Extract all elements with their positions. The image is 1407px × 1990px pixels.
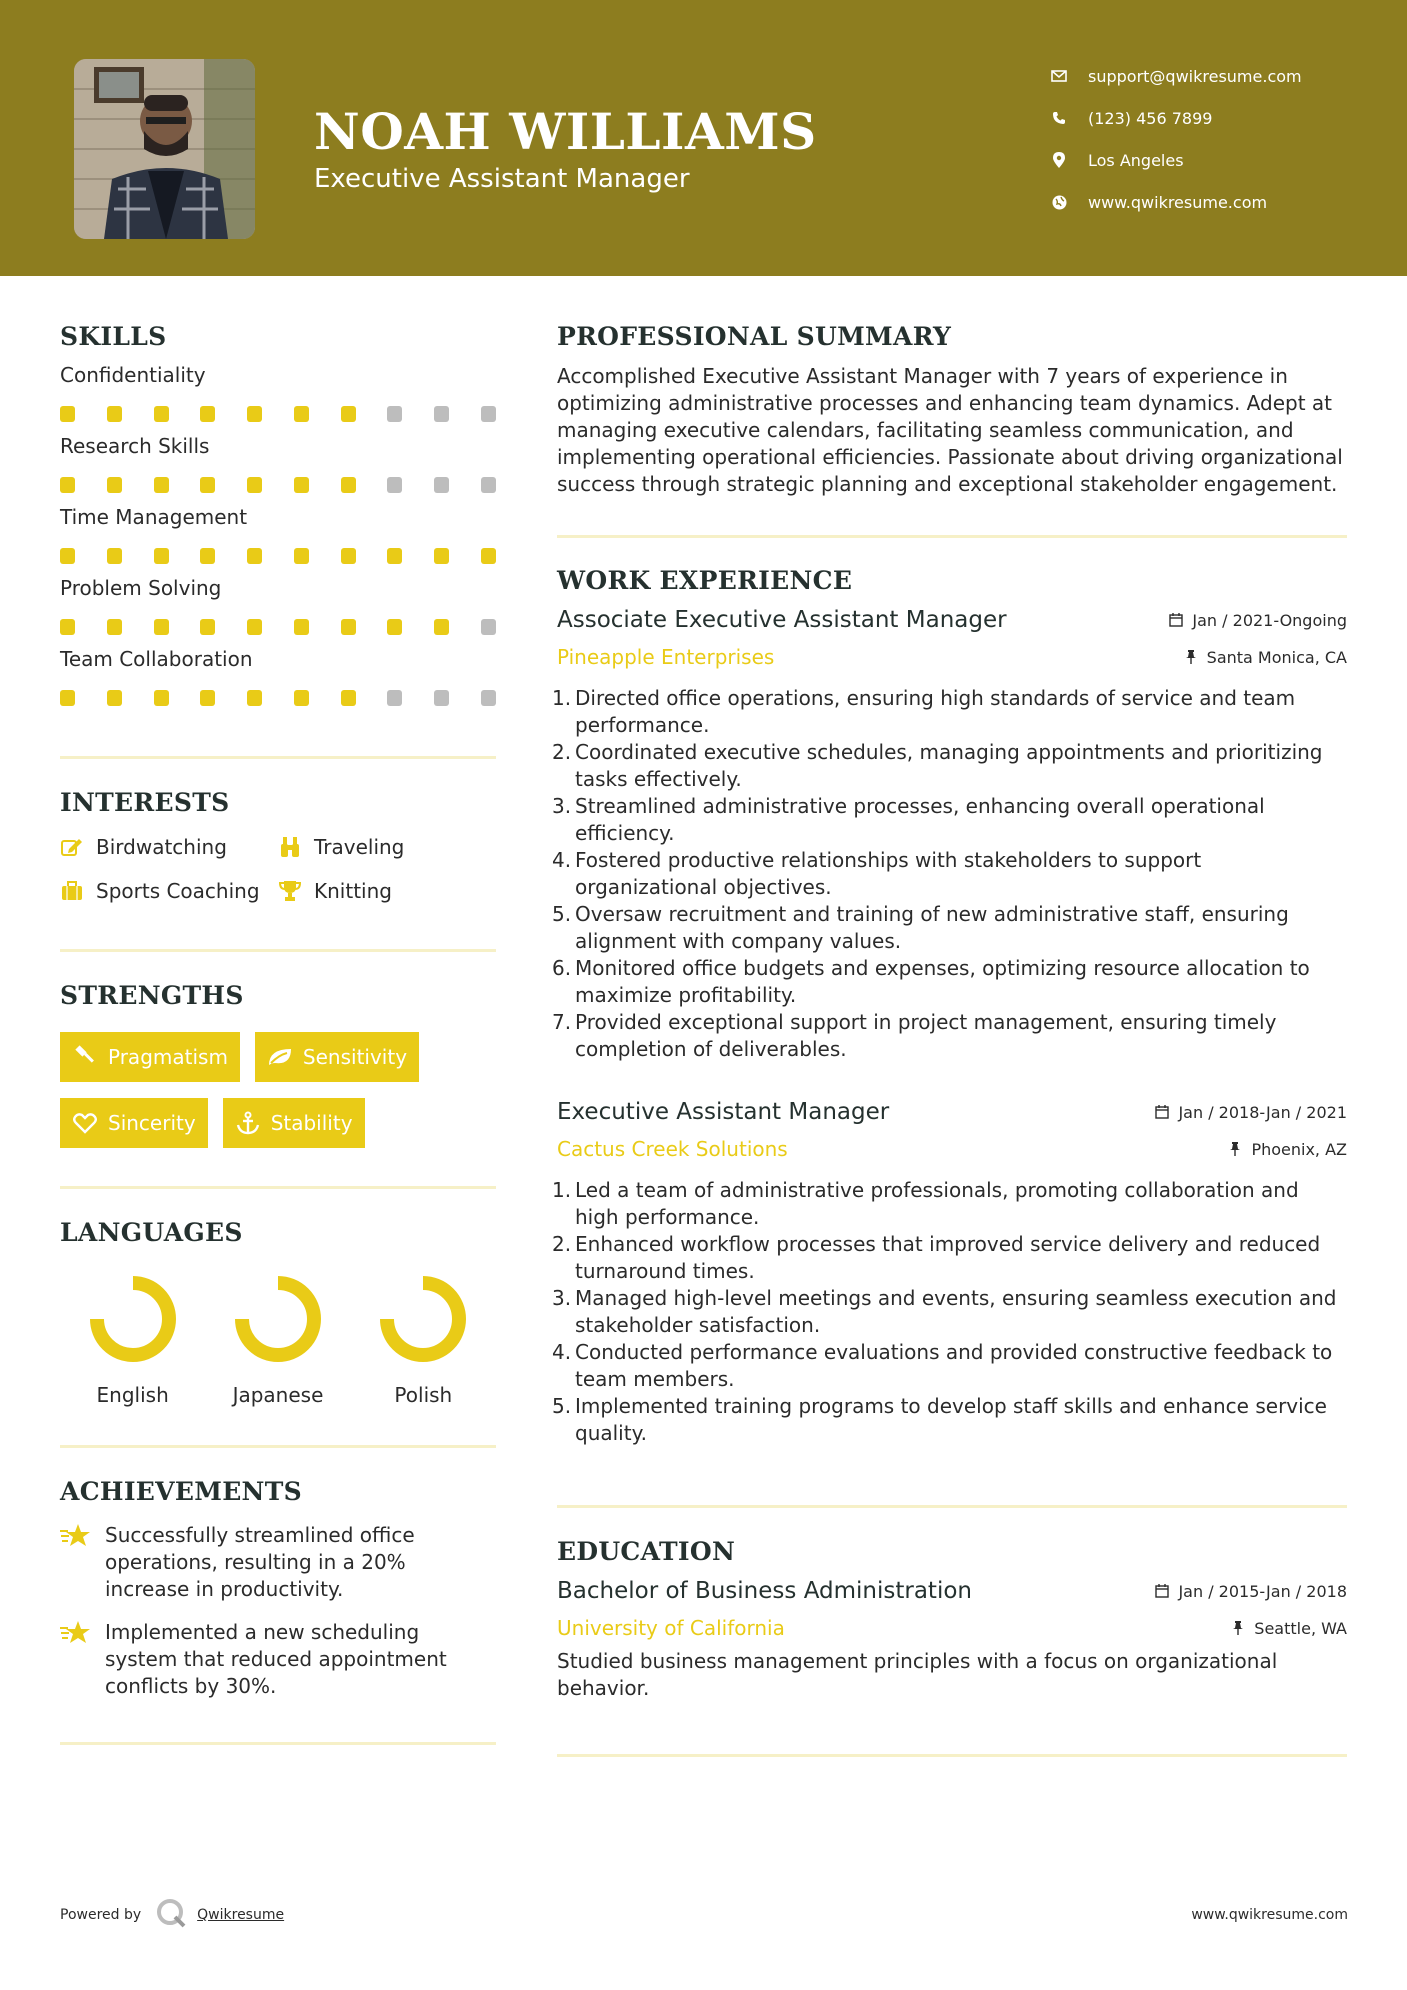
calendar-icon [1168, 612, 1184, 628]
heart-icon [72, 1110, 98, 1136]
job-date-text: Jan / 2021-Ongoing [1192, 610, 1347, 630]
skill-name: Confidentiality [60, 363, 206, 387]
job-date [1168, 611, 1347, 630]
education-description: Studied business management principles with a focus on organizational behavior. [557, 1649, 1278, 1700]
skill-name: Team Collaboration [60, 647, 253, 671]
footer-website-link[interactable]: www.qwikresume.com [1191, 1907, 1348, 1923]
job-date-text: Jan / 2018-Jan / 2021 [1178, 1102, 1347, 1122]
job-entry [552, 607, 1347, 1063]
rating-dot [247, 690, 262, 706]
rating-dot [294, 690, 309, 706]
education-location-text: Seattle, WA [1254, 1618, 1347, 1638]
interest-label: Birdwatching [96, 835, 227, 859]
job-bullet: 7. Provided exceptional support in project management, ensuring timely completion of deliverables. [552, 1010, 1277, 1061]
contact-email-text: support@qwikresume.com [1088, 66, 1302, 86]
rating-dot [247, 619, 262, 635]
interests-title: INTERESTS [60, 788, 230, 817]
job-bullet: 6. Monitored office budgets and expenses, optimizing resource allocation to maximize profitability. [552, 956, 1310, 1007]
rating-dot [434, 619, 449, 635]
contact-email[interactable] [1050, 55, 1302, 97]
rating-dot [294, 619, 309, 635]
rating-dot [60, 477, 75, 493]
skill-rating [60, 619, 496, 635]
skill-rating [60, 548, 496, 564]
interest-item [60, 877, 278, 905]
education-entry [557, 1578, 1347, 1702]
contact-location [1050, 139, 1302, 181]
skills-list [60, 362, 496, 706]
rating-dot [387, 548, 402, 564]
section-divider [60, 1742, 496, 1745]
rating-dot [387, 619, 402, 635]
job-bullet: 3. Streamlined administrative processes, enhancing overall operational efficiency. [552, 794, 1265, 845]
languages-title: LANGUAGES [60, 1218, 243, 1247]
rating-dot [154, 548, 169, 564]
job-bullet: 4. Conducted performance evaluations and provided constructive feedback to team members. [552, 1340, 1333, 1391]
interest-label: Traveling [314, 835, 405, 859]
job-bullet: 2. Coordinated executive schedules, managing appointments and prioritizing tasks effectively. [552, 740, 1323, 791]
language-item [205, 1269, 350, 1407]
strength-label: Pragmatism [108, 1045, 228, 1069]
language-name: Japanese [232, 1383, 324, 1407]
leaf-icon [267, 1044, 293, 1070]
strength-chip [223, 1098, 365, 1148]
language-level-ring [83, 1269, 183, 1369]
language-item [60, 1269, 205, 1407]
interests-list [60, 833, 496, 905]
skill-rating [60, 406, 496, 422]
rating-dot [154, 477, 169, 493]
company-name: Pineapple Enterprises [557, 645, 775, 669]
rating-dot [341, 619, 356, 635]
section-divider [557, 535, 1347, 538]
pencil-square-icon [60, 835, 84, 859]
qwikresume-link[interactable]: Qwikresume [197, 1907, 285, 1923]
job-bullet: 5. Oversaw recruitment and training of new administrative staff, ensuring alignment with company values. [552, 902, 1289, 953]
job-location [1227, 1140, 1347, 1159]
rating-dot [60, 406, 75, 422]
rating-dot [294, 477, 309, 493]
rating-dot [434, 548, 449, 564]
contact-location-text: Los Angeles [1088, 150, 1184, 170]
envelope-icon [1050, 67, 1068, 85]
rating-dot [247, 548, 262, 564]
degree-title: Bachelor of Business Administration [557, 1578, 972, 1604]
contact-phone-text: (123) 456 7899 [1088, 108, 1213, 128]
rating-dot [434, 690, 449, 706]
interest-label: Knitting [314, 879, 392, 903]
rating-dot [341, 548, 356, 564]
pushpin-icon [1183, 649, 1199, 665]
strength-chip [60, 1032, 240, 1082]
calendar-icon [1154, 1583, 1170, 1599]
rating-dot [60, 619, 75, 635]
job-bullet: 2. Enhanced workflow processes that improved service delivery and reduced turnaround times. [552, 1232, 1321, 1283]
section-divider [60, 1445, 496, 1448]
achievement-item [60, 1522, 496, 1603]
job-title: Associate Executive Assistant Manager [557, 607, 1007, 633]
job-bullet: 4. Fostered productive relationships with stakeholders to support organizational objectives. [552, 848, 1202, 899]
contact-website-text: www.qwikresume.com [1088, 192, 1268, 212]
rating-dot [481, 548, 496, 564]
strength-label: Stability [270, 1111, 353, 1135]
education-date-text: Jan / 2015-Jan / 2018 [1178, 1581, 1347, 1601]
strength-label: Sincerity [108, 1111, 196, 1135]
powered-by-text: Powered by [60, 1907, 142, 1923]
globe-icon [1050, 193, 1068, 211]
job-bullet: 1. Led a team of administrative professionals, promoting collaboration and high performance. [552, 1178, 1299, 1229]
anchor-icon [235, 1110, 261, 1136]
job-bullets [552, 685, 1347, 1063]
skill-item [60, 362, 496, 422]
rating-dot [341, 406, 356, 422]
language-level-ring [228, 1269, 328, 1369]
rating-dot [154, 619, 169, 635]
profile-photo-image [74, 59, 255, 239]
profile-photo [74, 59, 255, 239]
strength-label: Sensitivity [302, 1045, 408, 1069]
skill-rating [60, 690, 496, 706]
job-location [1183, 648, 1347, 667]
rating-dot [107, 619, 122, 635]
skill-item [60, 504, 496, 564]
rating-dot [434, 406, 449, 422]
candidate-name: NOAH WILLIAMS [314, 102, 817, 161]
interest-item [60, 833, 278, 861]
job-bullets [552, 1177, 1347, 1447]
achievement-text: Successfully streamlined office operations, resulting in a 20% increase in productivity. [105, 1523, 415, 1601]
candidate-role: Executive Assistant Manager [314, 164, 690, 194]
job-bullet: 1. Directed office operations, ensuring high standards of service and team performance. [552, 686, 1296, 737]
job-date [1154, 1103, 1347, 1122]
rating-dot [387, 406, 402, 422]
skill-rating [60, 477, 496, 493]
section-divider [557, 1505, 1347, 1508]
job-bullet: 5. Implemented training programs to develop staff skills and enhance service quality. [552, 1394, 1327, 1445]
section-divider [60, 1186, 496, 1189]
interest-item [278, 833, 496, 861]
job-entry [552, 1099, 1347, 1447]
strength-chip [60, 1098, 208, 1148]
gavel-icon [72, 1044, 98, 1070]
skill-name: Research Skills [60, 434, 210, 458]
rating-dot [387, 690, 402, 706]
rating-dot [341, 477, 356, 493]
trophy-icon [278, 879, 302, 903]
job-location-text: Phoenix, AZ [1251, 1139, 1347, 1159]
rating-dot [481, 690, 496, 706]
rating-dot [247, 477, 262, 493]
rating-dot [200, 548, 215, 564]
right-column [552, 322, 1347, 1757]
language-name: Polish [394, 1383, 453, 1407]
star-icon [60, 1522, 92, 1550]
section-divider [60, 949, 496, 952]
job-location-text: Santa Monica, CA [1206, 647, 1347, 667]
left-column [60, 322, 496, 1745]
interest-label: Sports Coaching [96, 879, 260, 903]
rating-dot [60, 690, 75, 706]
skill-name: Problem Solving [60, 576, 222, 600]
contact-phone[interactable] [1050, 97, 1302, 139]
rating-dot [247, 406, 262, 422]
strengths-list [60, 1032, 496, 1148]
rating-dot [154, 406, 169, 422]
skill-item [60, 433, 496, 493]
job-title: Executive Assistant Manager [557, 1099, 890, 1125]
education-title: EDUCATION [557, 1537, 736, 1566]
education-date [1154, 1582, 1347, 1601]
contact-website[interactable] [1050, 181, 1302, 223]
rating-dot [107, 406, 122, 422]
language-name: English [96, 1383, 169, 1407]
rating-dot [294, 548, 309, 564]
rating-dot [481, 477, 496, 493]
map-marker-icon [1050, 151, 1068, 169]
rating-dot [434, 477, 449, 493]
section-divider [60, 756, 496, 759]
achievements-title: ACHIEVEMENTS [60, 1477, 302, 1506]
rating-dot [200, 619, 215, 635]
footer-powered-by [60, 1897, 284, 1933]
skill-item [60, 646, 496, 706]
rating-dot [200, 690, 215, 706]
rating-dot [481, 406, 496, 422]
qwikresume-logo-icon [155, 1897, 187, 1933]
rating-dot [107, 477, 122, 493]
language-item [351, 1269, 496, 1407]
skill-name: Time Management [60, 505, 248, 529]
experience-title: WORK EXPERIENCE [557, 566, 853, 595]
star-icon [60, 1619, 92, 1647]
job-bullet: 3. Managed high-level meetings and events, ensuring seamless execution and stakeholder satisfaction. [552, 1286, 1337, 1337]
summary-title: PROFESSIONAL SUMMARY [557, 322, 952, 351]
rating-dot [387, 477, 402, 493]
briefcase-icon [60, 879, 84, 903]
rating-dot [107, 548, 122, 564]
section-divider [557, 1754, 1347, 1757]
rating-dot [154, 690, 169, 706]
rating-dot [107, 690, 122, 706]
education-location [1230, 1619, 1347, 1638]
skill-item [60, 575, 496, 635]
rating-dot [200, 406, 215, 422]
rating-dot [200, 477, 215, 493]
rating-dot [294, 406, 309, 422]
achievement-text: Implemented a new scheduling system that reduced appointment conflicts by 30%. [105, 1620, 447, 1698]
pushpin-icon [1227, 1141, 1243, 1157]
calendar-icon [1154, 1104, 1170, 1120]
language-level-ring [373, 1269, 473, 1369]
strengths-title: STRENGTHS [60, 981, 244, 1010]
resume-header [0, 0, 1407, 276]
phone-icon [1050, 109, 1068, 127]
strength-chip [255, 1032, 419, 1082]
company-name: Cactus Creek Solutions [557, 1137, 788, 1161]
school-name: University of California [557, 1616, 785, 1640]
pushpin-icon [1230, 1620, 1246, 1636]
achievement-item [60, 1619, 496, 1700]
rating-dot [481, 619, 496, 635]
contact-list [1050, 55, 1302, 223]
summary-text: Accomplished Executive Assistant Manager with 7 years of experience in optimizing administrative processes and enhancing team dynamics. Adept at managing executive calendars, facilitating seamless communication, and implementing operational efficiencies. Passionate about driving organizational success through strategic planning and exceptional stakeholder engagement. [557, 364, 1343, 496]
binoculars-icon [278, 835, 302, 859]
languages-list [60, 1269, 496, 1407]
skills-title: SKILLS [60, 322, 167, 351]
rating-dot [60, 548, 75, 564]
rating-dot [341, 690, 356, 706]
interest-item [278, 877, 496, 905]
